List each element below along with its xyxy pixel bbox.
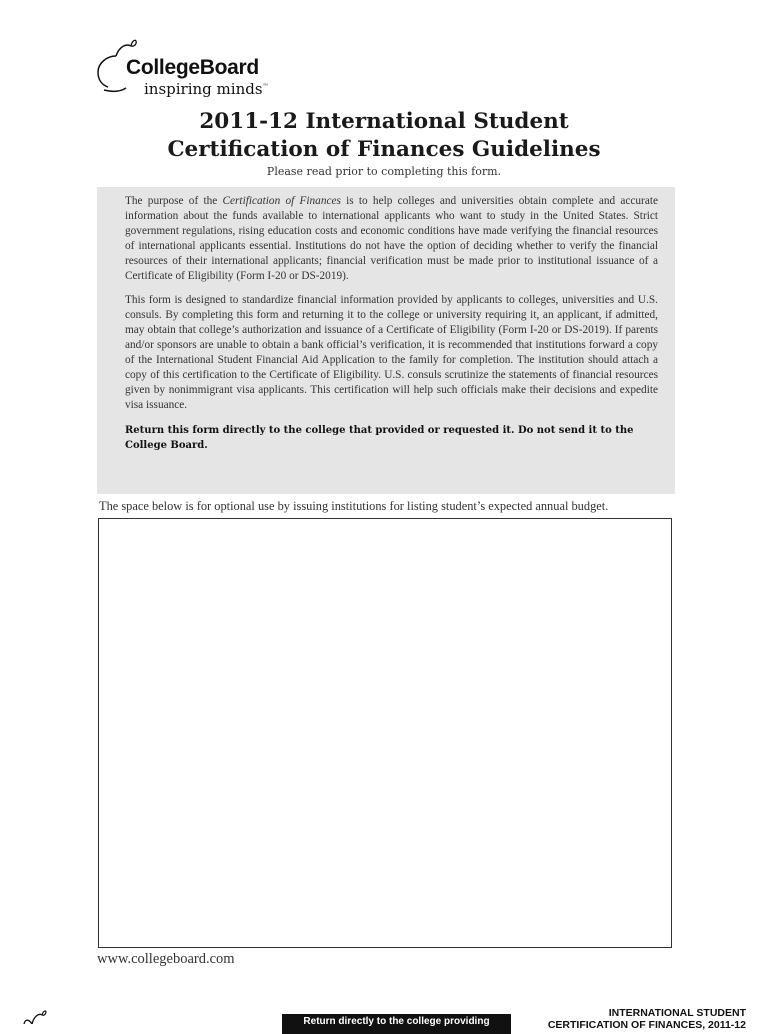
page-title-line-2: Certification of Finances Guidelines — [167, 137, 601, 162]
website-link[interactable]: www.collegeboard.com — [97, 951, 235, 967]
page-title-line-1: 2011-12 International Student — [199, 109, 569, 134]
logo-name: CollegeBoard — [126, 56, 259, 79]
page-title — [0, 108, 768, 164]
footer-return-badge: Return directly to the college providing — [282, 1014, 511, 1034]
logo-tagline-text: inspiring minds — [144, 80, 263, 98]
info-paragraph-purpose — [125, 194, 658, 285]
budget-input-area[interactable] — [98, 518, 672, 948]
footer-heading-line-1: INTERNATIONAL STUDENT — [608, 1007, 746, 1019]
footer-heading-line-2: CERTIFICATION OF FINANCES, 2011-12 — [547, 1019, 746, 1031]
return-instruction: Return this form directly to the college that provided or requested it. Do not send it to the College Board. — [125, 425, 634, 452]
acorn-outline-icon — [22, 1010, 48, 1024]
info-paragraph-purpose-emphasis: Certification of Finances — [222, 195, 341, 207]
footer-form-heading — [548, 1007, 746, 1031]
collegeboard-logo — [96, 38, 296, 98]
trademark-mark: ™ — [262, 83, 269, 90]
logo-tagline — [144, 80, 269, 98]
page-subtitle: Please read prior to completing this form. — [266, 165, 502, 178]
budget-note: The space below is for optional use by issuing institutions for listing student’s expected annual budget. — [99, 499, 609, 513]
info-paragraph-purpose-end: is to help colleges and universities obtain complete and accurate information about the funds available to international applicants who want to study in the United States. Strict government regulations, rising education costs and economic conditions have made verifying the financial resources of international applicants essential. Institutions do not have the option of deciding whether to verify the financial resources of their international applicants; financial verification must be made prior to institutional issuance of a Certificate of Eligibility (Form I-20 or DS-2019). — [125, 195, 658, 283]
info-panel — [97, 187, 675, 494]
info-paragraph-purpose-start: The purpose of the — [125, 195, 223, 207]
info-paragraph-design: This form is designed to standardize financial information provided by applicants to colleges, universities and U.S. consuls. By completing this form and returning it to the college or university requiring it, an applicant, if admitted, may obtain that college’s authorization and issuance of a Certificate of Eligibility (Form I-20 or DS-2019). If parents and/or sponsors are unable to obtain a bank official’s verification, it is recommended that institutions forward a copy of the International Student Financial Aid Application to the family for completion. The institution should attach a copy of this certification to the Certificate of Eligibility. U.S. consuls scrutinize the statements of financial resources given by nonimmigrant visa applicants. This certification will help such officials make their decisions and expedite visa issuance. — [125, 293, 658, 412]
